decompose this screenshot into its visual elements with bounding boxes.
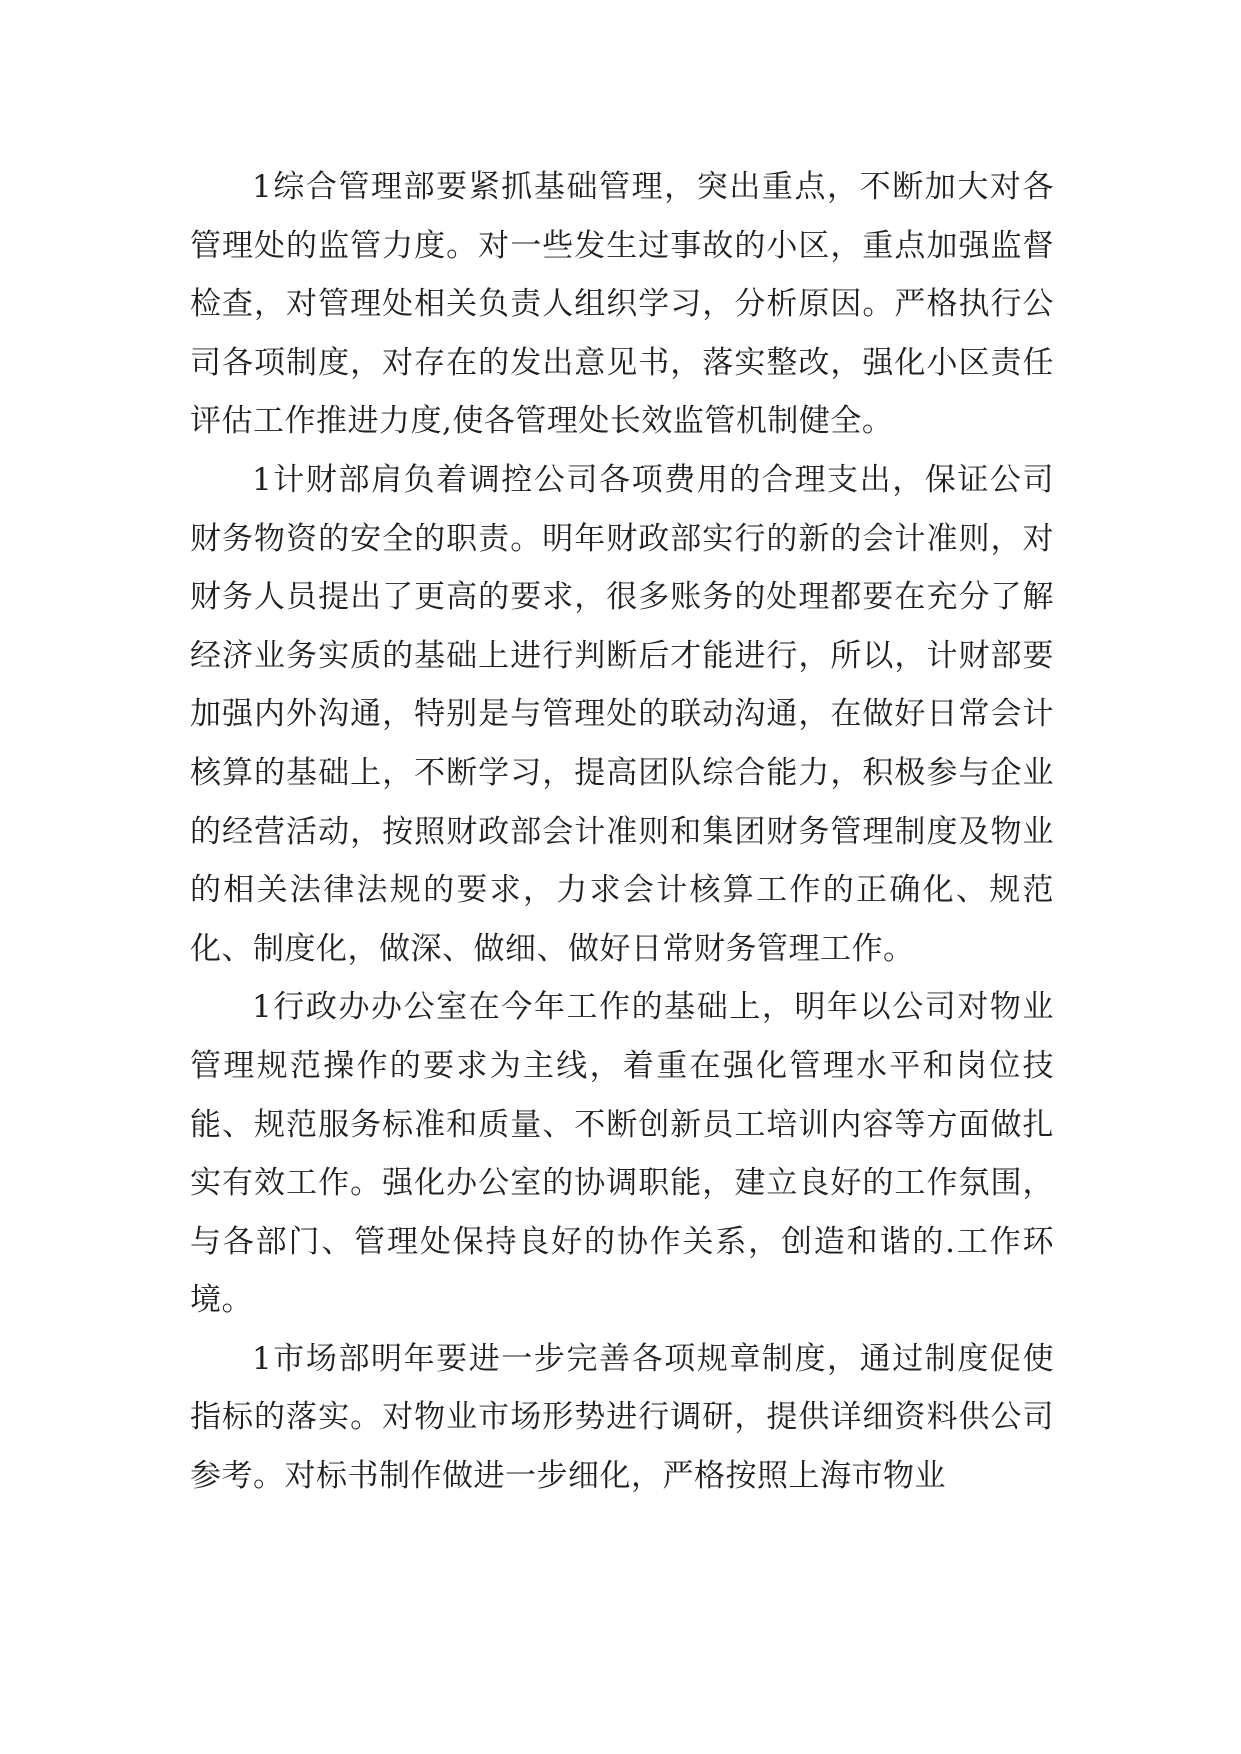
paragraph-admin-office: 1行政办办公室在今年工作的基础上，明年以公司对物业管理规范操作的要求为主线，着重在强化管理水平和岗位技能、规范服务标准和质量、不断创新员工培训内容等方面做扎实有效工作。强化办公室的协调职能，建立良好的工作氛围，与各部门、管理处保持良好的协作关系，创造和谐的.工作环境。 <box>190 989 1054 1319</box>
paragraph-marketing-dept: 1市场部明年要进一步完善各项规章制度，通过制度促使指标的落实。对物业市场形势进行调研，提供详细资料供公司参考。对标书制作做进一步细化，严格按照上海市物业 <box>190 1340 1054 1495</box>
paragraph-management-dept: 1综合管理部要紧抓基础管理，突出重点，不断加大对各管理处的监管力度。对一些发生过事故的小区，重点加强监督检查，对管理处相关负责人组织学习，分析原因。严格执行公司各项制度，对存在的发出意见书，落实整改，强化小区责任评估工作推进力度,使各管理处长效监管机制健全。 <box>190 169 1054 440</box>
paragraph-finance-dept: 1计财部肩负着调控公司各项费用的合理支出，保证公司财务物资的安全的职责。明年财政部实行的新的会计准则，对财务人员提出了更高的要求，很多账务的处理都要在充分了解经济业务实质的基础上进行判断后才能进行，所以，计财部要加强内外沟通，特别是与管理处的联动沟通，在做好日常会计核算的基础上，不断学习，提高团队综合能力，积极参与企业的经营活动，按照财政部会计准则和集团财务管理制度及物业的相关法律法规的要求，力求会计核算工作的正确化、规范化、制度化，做深、做细、做好日常财务管理工作。 <box>190 461 1054 967</box>
document-body <box>190 158 1054 1506</box>
